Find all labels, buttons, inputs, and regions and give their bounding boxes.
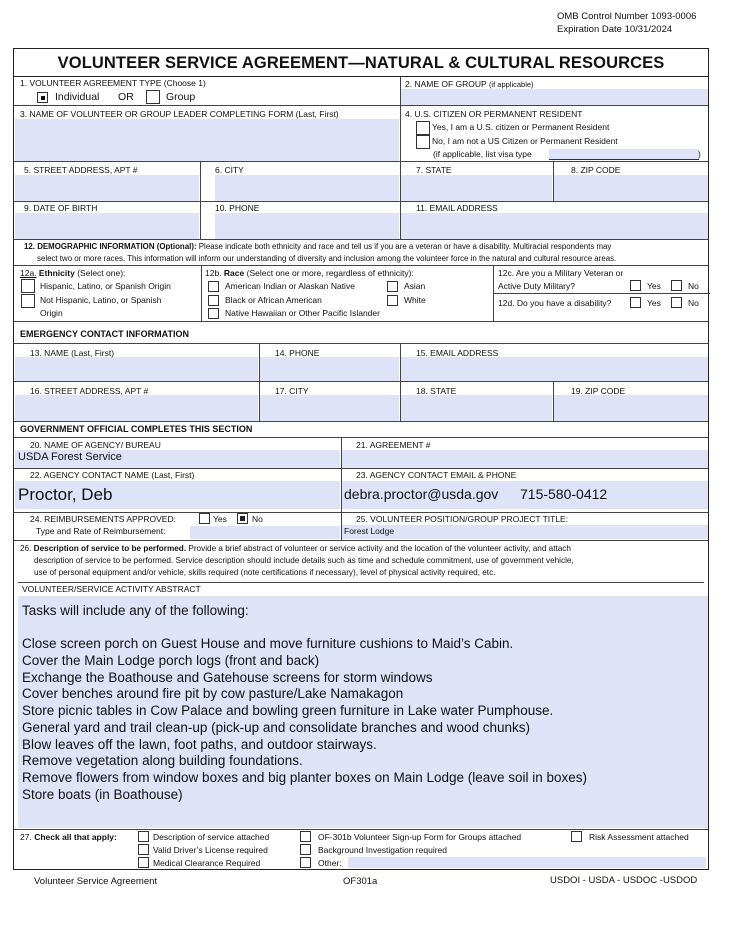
field-6-label: 6. CITY — [215, 165, 244, 175]
agency-contact-phone-value: 715-580-0412 — [520, 486, 608, 502]
race-pacific-islander-checkbox[interactable] — [208, 308, 219, 319]
disability-no-label: No — [688, 298, 699, 308]
divider — [400, 381, 401, 421]
field-20-label: 20. NAME OF AGENCY/ BUREAU — [30, 440, 161, 450]
emergency-state-field[interactable] — [401, 395, 552, 421]
veteran-question-2: Active Duty Military? — [498, 281, 575, 291]
citizen-yes-label: Yes, I am a U.S. citizen or Permanent Resident — [432, 122, 610, 132]
check-all-title: Check all that apply: — [34, 832, 117, 842]
field-15-label: 15. EMAIL ADDRESS — [416, 348, 499, 358]
footer-center: OF301a — [343, 876, 378, 887]
task-line: Remove flowers from window boxes and big planter boxes on Main Lodge (leave soil in boxes) — [22, 769, 588, 785]
race-asian-checkbox[interactable] — [387, 281, 398, 292]
veteran-no-checkbox[interactable] — [671, 280, 682, 291]
field-25-label: 25. VOLUNTEER POSITION/GROUP PROJECT TITLE: — [356, 514, 569, 524]
group-checkbox[interactable] — [146, 90, 160, 104]
hispanic-label: Hispanic, Latino, or Spanish Origin — [40, 281, 171, 291]
visa-underline — [549, 159, 699, 160]
task-line: Exchange the Boathouse and Gatehouse screens for storm windows — [22, 669, 433, 685]
background-check-label: Background Investigation required — [318, 845, 447, 855]
disability-no-checkbox[interactable] — [671, 297, 682, 308]
divider — [341, 437, 342, 468]
emergency-phone-field[interactable] — [260, 357, 399, 381]
field-2-note: (if applicable) — [488, 80, 534, 89]
reimburse-yes-label: Yes — [213, 514, 227, 524]
visa-label: (if applicable, list visa type — [433, 149, 532, 159]
field-11-label: 11. EMAIL ADDRESS — [416, 203, 498, 213]
disability-yes-checkbox[interactable] — [630, 297, 641, 308]
citizen-yes-checkbox[interactable] — [416, 121, 430, 135]
divider — [14, 512, 708, 513]
of301b-checkbox[interactable] — [300, 831, 311, 842]
field-8-label: 8. ZIP CODE — [571, 165, 621, 175]
divider — [341, 468, 342, 512]
reimburse-yes-checkbox[interactable] — [199, 513, 210, 524]
divider — [14, 343, 708, 344]
task-line: Remove vegetation along building foundations. — [22, 753, 303, 769]
other-checkbox[interactable] — [300, 857, 311, 868]
reimbursement-type-label: Type and Rate of Reimbursement: — [36, 526, 166, 536]
divider — [553, 381, 554, 421]
drivers-license-checkbox[interactable] — [138, 844, 149, 855]
reimbursement-type-field[interactable] — [190, 526, 340, 539]
not-hispanic-label-2: Origin — [40, 308, 63, 318]
description-text-3: use of personal equipment and/or vehicle, skills required (note certifications if necessary), level of physical activity required, etc. — [34, 568, 496, 577]
background-check-checkbox[interactable] — [300, 844, 311, 855]
omb-header — [557, 10, 696, 36]
form-title: VOLUNTEER SERVICE AGREEMENT—NATURAL & CULTURAL RESOURCES — [14, 49, 708, 77]
divider — [14, 437, 708, 438]
city-field[interactable] — [215, 175, 399, 201]
field-21-label: 21. AGREEMENT # — [356, 440, 431, 450]
field-5-label: 5. STREET ADDRESS, APT # — [24, 165, 138, 175]
or-label: OR — [118, 91, 134, 103]
race-black-label: Black or African American — [225, 295, 322, 305]
omb-control-number: OMB Control Number 1093-0006 — [557, 11, 697, 22]
field-7-label: 7. STATE — [416, 165, 452, 175]
divider — [553, 161, 554, 201]
race-white-label: White — [404, 295, 426, 305]
phone-field[interactable] — [215, 213, 399, 239]
task-line: Cover benches around fire pit by cow pasture/Lake Namakagon — [22, 686, 404, 702]
emergency-zip-field[interactable] — [554, 395, 708, 421]
description-title: Description of service to be performed. — [33, 544, 187, 553]
divider — [259, 343, 260, 381]
task-line: Store boats (in Boathouse) — [22, 786, 183, 802]
of301b-label: OF-301b Volunteer Sign-up Form for Groups attached — [318, 832, 522, 842]
veteran-no-label: No — [688, 281, 699, 291]
citizen-no-label: No, I am not a US Citizen or Permanent Resident — [432, 136, 618, 146]
task-line: Blow leaves off the lawn, foot paths, and outdoor stairways. — [22, 736, 377, 752]
divider — [14, 321, 708, 322]
divider — [14, 161, 708, 162]
divider — [201, 265, 202, 321]
other-field[interactable] — [348, 857, 706, 868]
task-line — [22, 620, 587, 637]
other-label: Other: — [318, 858, 342, 868]
emergency-street-field[interactable] — [15, 395, 258, 421]
state-field[interactable] — [401, 175, 552, 201]
demographic-intro — [24, 241, 708, 265]
disability-yes-label: Yes — [647, 298, 661, 308]
description-attached-label: Description of service attached — [153, 832, 270, 842]
divider — [14, 201, 708, 202]
race-black-checkbox[interactable] — [208, 295, 219, 306]
volunteer-form — [13, 48, 709, 870]
field-1-label: 1. VOLUNTEER AGREEMENT TYPE (Choose 1) — [20, 78, 206, 88]
veteran-yes-checkbox[interactable] — [630, 280, 641, 291]
description-attached-checkbox[interactable] — [138, 831, 149, 842]
divider — [14, 381, 708, 382]
veteran-question-1: 12c. Are you a Military Veteran or — [498, 268, 624, 278]
emergency-city-field[interactable] — [260, 395, 399, 421]
field-23-label: 23. AGENCY CONTACT EMAIL & PHONE — [356, 470, 517, 480]
field-16-label: 16. STREET ADDRESS, APT # — [30, 386, 149, 396]
race-pacific-islander-label: Native Hawaiian or Other Pacific Islander — [225, 308, 380, 318]
divider — [400, 77, 401, 105]
email-field[interactable] — [401, 213, 708, 239]
field-18-label: 18. STATE — [416, 386, 457, 396]
gov-section-title: GOVERNMENT OFFICIAL COMPLETES THIS SECTION — [20, 424, 253, 434]
emergency-name-field[interactable] — [15, 357, 258, 381]
field-3-label: 3. NAME OF VOLUNTEER OR GROUP LEADER COMPLETING FORM (Last, First) — [20, 109, 339, 119]
field-9-label: 9. DATE OF BIRTH — [24, 203, 98, 213]
field-13-label: 13. NAME (Last, First) — [30, 348, 115, 358]
visa-close-paren: ) — [698, 149, 701, 159]
agency-value: USDA Forest Service — [18, 451, 122, 463]
field-26-num: 26. — [20, 544, 32, 553]
field-10-label: 10. PHONE — [215, 203, 260, 213]
citizen-no-checkbox[interactable] — [416, 135, 430, 149]
divider — [200, 161, 201, 201]
expiration-date: Expiration Date 10/31/2024 — [557, 24, 673, 35]
divider — [400, 105, 401, 161]
group-name-field[interactable] — [401, 89, 708, 105]
medical-clearance-checkbox[interactable] — [138, 857, 149, 868]
veteran-yes-label: Yes — [647, 281, 661, 291]
position-title-field[interactable] — [342, 525, 708, 539]
task-line: Cover the Main Lodge porch logs (front and back) — [22, 653, 320, 669]
emergency-email-field[interactable] — [401, 357, 708, 381]
divider — [14, 468, 708, 469]
ethnicity-heading — [20, 268, 125, 279]
reimburse-no-label: No — [252, 514, 263, 524]
race-sub: (Select one or more, regardless of ethnicity): — [246, 268, 414, 278]
task-line: General yard and trail clean-up (pick-up and consolidate branches and wood chunks) — [22, 719, 531, 735]
divider — [400, 343, 401, 381]
not-hispanic-label: Not Hispanic, Latino, or Spanish — [40, 295, 162, 305]
description-text-1: Provide a brief abstract of volunteer or service activity and the location of the volunteer activity, and attach — [186, 544, 571, 553]
individual-label: Individual — [55, 91, 100, 103]
ethnicity-title: Ethnicity — [38, 268, 75, 278]
footer-right: USDOI - USDA - USDOC -USDOD — [550, 875, 698, 886]
divider — [200, 201, 201, 239]
group-label: Group — [166, 91, 196, 103]
footer-left: Volunteer Service Agreement — [34, 876, 158, 887]
position-title-value: Forest Lodge — [344, 526, 395, 536]
abstract-label: VOLUNTEER/SERVICE ACTIVITY ABSTRACT — [22, 584, 201, 594]
field-2-text: 2. NAME OF GROUP — [405, 79, 487, 89]
field-27-label — [20, 832, 117, 843]
agency-contact-email-value: debra.proctor@usda.gov — [344, 486, 499, 502]
task-line: Store picnic tables in Cow Palace and bowling green furniture in Lake water Pumphouse. — [22, 703, 554, 719]
field-27-num: 27. — [20, 832, 32, 842]
race-title: Race — [223, 268, 245, 278]
field-4-label: 4. U.S. CITIZEN OR PERMANENT RESIDENT — [405, 109, 583, 119]
divider — [259, 381, 260, 421]
divider — [14, 239, 708, 240]
divider — [18, 582, 704, 583]
disability-question: 12d. Do you have a disability? — [498, 298, 612, 308]
field-22-label: 22. AGENCY CONTACT NAME (Last, First) — [30, 470, 195, 480]
visa-type-field[interactable] — [549, 149, 699, 159]
task-line: Close screen porch on Guest House and move furniture cushions to Maid’s Cabin. — [22, 636, 514, 652]
drivers-license-label: Valid Driver’s License required — [153, 845, 268, 855]
race-white-checkbox[interactable] — [387, 295, 398, 306]
demographic-text-1: Please indicate both ethnicity and race and tell us if you are a veteran or have a disability. Multiracial respondents may — [198, 242, 612, 251]
divider — [14, 829, 708, 830]
description-text-2: description of service to be performed. Service description should include details such as time and schedule commitment, use of government vehicle, — [34, 556, 574, 565]
field-24-label: 24. REIMBURSEMENTS APPROVED: — [30, 514, 176, 524]
medical-clearance-label: Medical Clearance Required — [153, 858, 261, 868]
divider — [14, 265, 708, 266]
risk-assessment-label: Risk Assessment attached — [589, 832, 689, 842]
task-list — [22, 603, 587, 803]
street-address-field[interactable] — [15, 175, 199, 201]
not-hispanic-checkbox[interactable] — [21, 294, 35, 308]
description-instructions — [20, 543, 574, 579]
volunteer-name-field[interactable] — [15, 119, 399, 161]
field-14-label: 14. PHONE — [275, 348, 320, 358]
divider — [14, 540, 708, 541]
zip-field[interactable] — [554, 175, 708, 201]
race-american-indian-checkbox[interactable] — [208, 281, 219, 292]
reimburse-no-checkbox[interactable] — [237, 513, 248, 524]
field-2-label — [405, 79, 534, 90]
divider — [14, 421, 708, 422]
agency-contact-value: Proctor, Deb — [18, 485, 113, 504]
individual-checkbox[interactable] — [37, 92, 48, 103]
race-heading — [205, 268, 414, 279]
risk-assessment-checkbox[interactable] — [571, 831, 582, 842]
demographic-title: DEMOGRAPHIC INFORMATION (Optional): — [37, 242, 197, 251]
emergency-section-title: EMERGENCY CONTACT INFORMATION — [20, 329, 189, 339]
demographic-text-2: select two or more races. This information will inform our understanding of diversity and inclusion among the volunteer force in the natural and cultural resource areas. — [37, 254, 617, 263]
field-19-label: 19. ZIP CODE — [571, 386, 626, 396]
field-12-num: 12. — [24, 242, 35, 251]
hispanic-checkbox[interactable] — [21, 279, 35, 293]
field-12b-num: 12b. — [205, 268, 222, 278]
divider — [400, 201, 401, 239]
agreement-number-field[interactable] — [342, 450, 708, 468]
task-line: Tasks will include any of the following: — [22, 603, 249, 618]
field-12a-num: 12a. — [20, 268, 37, 278]
field-17-label: 17. CITY — [275, 386, 309, 396]
ethnicity-sub: (Select one): — [77, 268, 126, 278]
divider — [493, 293, 710, 294]
divider — [14, 105, 708, 106]
dob-field[interactable] — [15, 213, 199, 239]
race-asian-label: Asian — [404, 281, 426, 291]
race-american-indian-label: American Indian or Alaskan Native — [225, 281, 355, 291]
divider — [400, 161, 401, 201]
